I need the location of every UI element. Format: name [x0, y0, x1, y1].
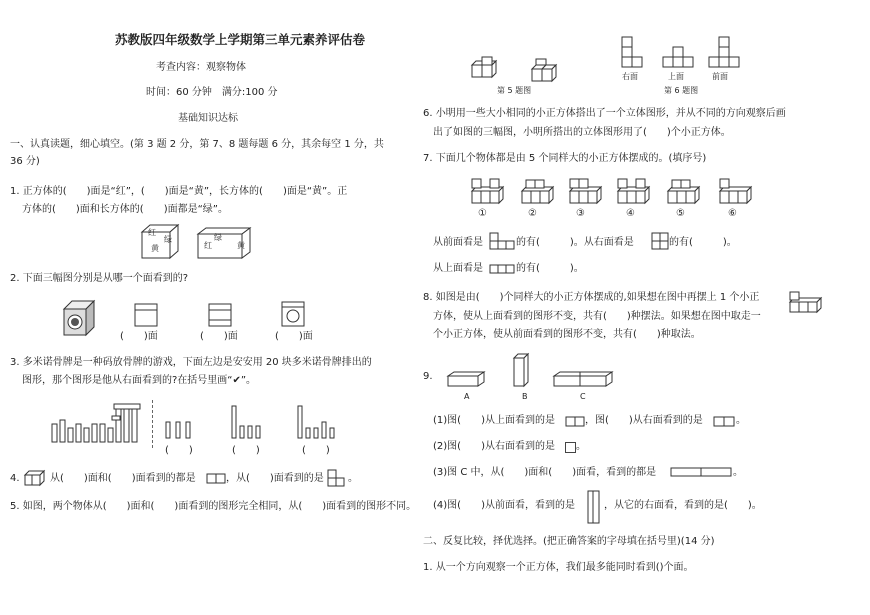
q4-number: 4.: [10, 473, 20, 484]
q2-blank-3[interactable]: ( )面: [275, 331, 313, 342]
q9-1b: ，图( )从右面看到的是: [585, 415, 703, 426]
fig6-caption: 第 6 题图: [664, 86, 699, 95]
q4-text-a: 从( )面和( )面看到的都是: [50, 473, 196, 484]
q4-view-two-squares: [206, 473, 228, 485]
q3-line2: 图形，那个图形是他从右面看到的?在括号里画“✔”。: [22, 375, 257, 386]
q7-top-view-icon: [489, 264, 519, 276]
fig6-view-top: [662, 45, 696, 69]
fig5-caption: 第 5 题图: [497, 86, 532, 95]
q3-blank-b[interactable]: ( ): [232, 445, 260, 456]
q3-line1: 3. 多米诺骨牌是一种码放骨牌的游戏，下面左边是安安用 20 块多米诺骨牌排出的: [10, 357, 372, 368]
q1-cube-label-right: 绿: [164, 235, 172, 244]
q9-number: 9.: [423, 371, 433, 382]
q7-front-view-icon: [489, 232, 519, 252]
fig6-view-front: [708, 35, 742, 69]
part1-title-cont: 36 分): [10, 156, 40, 167]
q5-text: 5. 如图，两个物体从( )面和( )面看到的图形完全相同，从( )面看到的图形不同。: [10, 501, 417, 512]
q7-num-5: ⑤: [676, 208, 685, 219]
q8-line1: 8. 如图是由( )个同样大的小正方体摆成的,如果想在图中再摆上 1 个小正: [423, 292, 760, 303]
q7-solids-row: [468, 177, 758, 207]
fig6-label-right: 右面: [622, 72, 638, 81]
q1-cube-label-front-top: 红: [148, 228, 156, 237]
q7-front-c: 的有( )。: [669, 237, 737, 248]
q9-label-a: A: [464, 392, 470, 401]
q9-label-b: B: [522, 392, 528, 401]
q2-text: 2. 下面三幅图分别是从哪一个面看到的?: [10, 273, 189, 284]
q7-num-3: ③: [576, 208, 585, 219]
q9-3-long-rect: [670, 467, 734, 479]
q9-3a: (3)图 C 中，从( )面和( )面看，看到的都是: [433, 467, 657, 478]
q9-3-end: 。: [733, 467, 743, 478]
q9-1a: (1)图( )从上面看到的是: [433, 415, 555, 426]
q9-1-view-rect: [713, 416, 737, 428]
q2-washing-machine: [60, 295, 100, 339]
q3-blank-c[interactable]: ( ): [302, 445, 330, 456]
q4-text-b: ，从( )面看到的是: [226, 473, 324, 484]
q2-view-top: [133, 302, 163, 328]
q6-line2: 出了如图的三幅图，小明所搭出的立体图形用了( )个小正方体。: [433, 127, 731, 138]
section-label: 基础知识达标: [178, 113, 238, 124]
q9-1-view-two-squares: [565, 416, 587, 428]
part2-title: 二、反复比较，择优选择。(把正确答案的字母填在括号里)(14 分): [423, 536, 715, 547]
q7-num-4: ④: [626, 208, 635, 219]
q7-front-a: 从前面看是: [433, 237, 483, 248]
q4-solid-icon: [24, 470, 50, 486]
q1-box-label-top: 绿: [214, 233, 222, 242]
q2-blank-1[interactable]: ( )面: [120, 331, 158, 342]
q1-box-label-front: 红: [204, 241, 212, 250]
q3-divider: [152, 400, 153, 448]
fig6-view-right: [618, 35, 648, 69]
exam-scope: 考查内容：观察物体: [156, 62, 246, 73]
q1-line2: 方体的( )面和长方体的( )面都是“绿”。: [22, 204, 228, 215]
q8-line2: 方体，使从上面看到的图形不变，共有( )种摆法。如果想在图中取走一: [433, 311, 761, 322]
q7-title: 7. 下面几个物体都是由 5 个同样大的小正方体摆成的。(填序号): [423, 153, 707, 164]
q3-option-a: [160, 420, 200, 440]
q1-line1: 1. 正方体的( )面是“红”，( )面是“黄”，长方体的( )面是“黄”。正: [10, 186, 348, 197]
q2-view-front: [280, 300, 310, 328]
q7-num-6: ⑥: [728, 208, 737, 219]
q2-blank-2[interactable]: ( )面: [200, 331, 238, 342]
q8-solid-figure: [788, 290, 824, 316]
part2-q1: 1. 从一个方向观察一个正方体，我们最多能同时看到()个面。: [423, 562, 694, 573]
fig6-label-front: 前面: [712, 72, 728, 81]
q9-4b: ，从它的右面看，看到的是( )。: [604, 500, 762, 511]
page-title: 苏教版四年级数学上学期第三单元素养评估卷: [115, 32, 366, 47]
q3-option-b: [220, 404, 270, 440]
q1-box-label-side: 黄: [237, 241, 245, 250]
q9-2-square-icon: [565, 442, 576, 453]
time-score: 时间：60 分钟 满分:100 分: [146, 87, 278, 98]
q7-top-a: 从上面看是: [433, 263, 483, 274]
q9-4-tall-rect: [586, 489, 602, 525]
q7-num-2: ②: [528, 208, 537, 219]
q4-end: 。: [348, 473, 358, 484]
q7-front-b: 的有( )。从右面看是: [516, 237, 634, 248]
fig5-solids: [470, 55, 585, 85]
q7-top-b: 的有( )。: [516, 263, 584, 274]
q8-line3: 个小正方体，使从前面看到的图形不变，共有( )种取法。: [433, 329, 701, 340]
q3-blank-a[interactable]: ( ): [165, 445, 193, 456]
q9-2: (2)图( )从右面看到的是: [433, 441, 555, 452]
q9-1c: 。: [736, 415, 746, 426]
q9-4a: (4)图( )从前面看，看到的是: [433, 500, 575, 511]
fig6-label-top: 上面: [668, 72, 684, 81]
q3-domino-figure: [50, 402, 145, 444]
part1-title: 一、认真读题，细心填空。(第 3 题 2 分，第 7、8 题每题 6 分，其余每空 1 分，共: [10, 139, 384, 150]
q2-view-side: [207, 302, 237, 328]
q6-line1: 6. 小明用一些大小相同的小正方体搭出了一个立体图形，并从不同的方向观察后画: [423, 108, 786, 119]
q1-cube-label-front: 黄: [151, 244, 159, 253]
q9-2-end: 。: [576, 441, 586, 452]
q7-num-1: ①: [478, 208, 487, 219]
q1-cube-figure: [140, 222, 185, 260]
q9-solids: [446, 352, 636, 390]
q3-option-c: [290, 404, 350, 440]
q4-view-l-shape: [327, 469, 347, 487]
q9-label-c: C: [580, 392, 586, 401]
